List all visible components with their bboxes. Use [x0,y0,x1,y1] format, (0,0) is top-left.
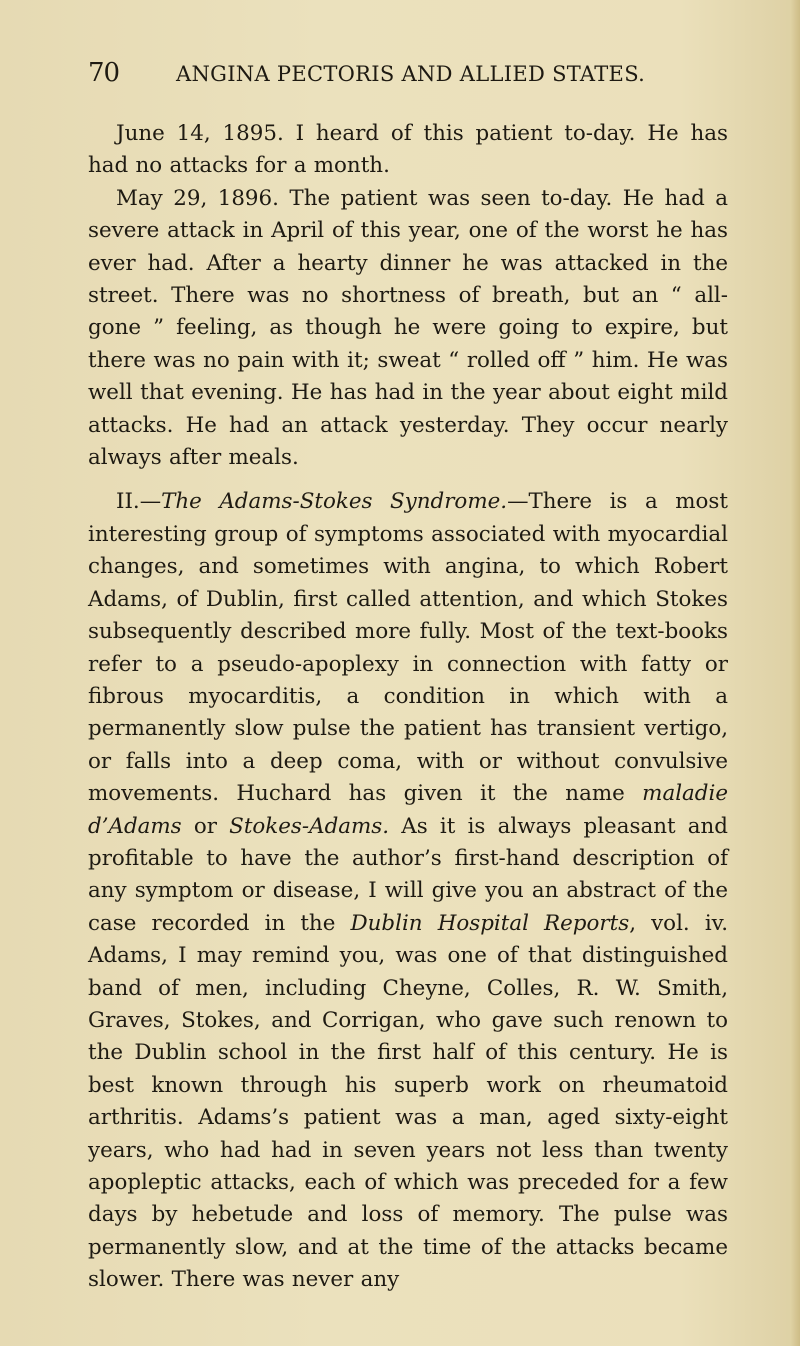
text-run: —There is a most interesting group of symptoms associated with myocardial changes, and sometimes with angina, to which Robert Adams, of Dublin, first called attention, and which Stokes subsequently described more fully. Most of the text-books refer to a pseudo-apoplexy in connection with fatty or fibrous myocarditis, a condition in which with a permanently slow pulse the patient has transient vertigo, or falls into a deep coma, with or without convulsive movements. Huchard has given it the name [88,489,728,807]
paragraph-adams-stokes [88,486,728,1296]
running-header [88,58,728,96]
section-number: II.— [116,489,162,515]
body-text [88,118,728,1297]
italic-term-stokes-adams: Stokes-Adams. [229,813,390,839]
text-run: As it is always pleasant and profitable to have the author’s first-hand description of any symptom or disease, I will give you an abstract of the case recorded in the [88,813,728,936]
italic-term-maladie: maladie d’Adams [88,781,728,839]
italic-journal-title: Dublin Hospital Reports [350,910,630,936]
page-number: 70 [88,58,120,88]
section-heading: The Adams-Stokes Syndrome. [161,489,508,515]
paragraph-june-1895: June 14, 1895. I heard of this patient to-day. He has had no attacks for a month. [88,121,728,179]
text-run: or [181,813,230,839]
running-title: ANGINA PECTORIS AND ALLIED STATES. [176,62,646,86]
paragraph-may-1896: May 29, 1896. The patient was seen to-day. He had a severe attack in April of this year, one of the worst he has ever had. After a hearty dinner he was attacked in the street. There was no shortness of breath, but an “ all-gone ” feeling, as though he were going to expire, but there was no pain with it; sweat “ rolled off ” him. He was well that evening. He has had in the year about eight mild attacks. He had an attack yesterday. They occur nearly always after meals. [88,185,728,471]
text-run: , vol. iv. Adams, I may remind you, was one of that distinguished band of men, including Cheyne, Colles, R. W. Smith, Graves, Stokes, and Corrigan, who gave such renown to the Dublin school in the first half of this century. He is best known through his superb work on rheumatoid arthritis. Adams’s patient was a man, aged sixty-eight years, who had had in seven years not less than twenty apopleptic attacks, each of which was preceded for a few days by hebetude and loss of memory. The pulse was permanently slow, and at the time of the attacks became slower. There was never any [88,910,729,1293]
page-edge [790,0,800,1346]
